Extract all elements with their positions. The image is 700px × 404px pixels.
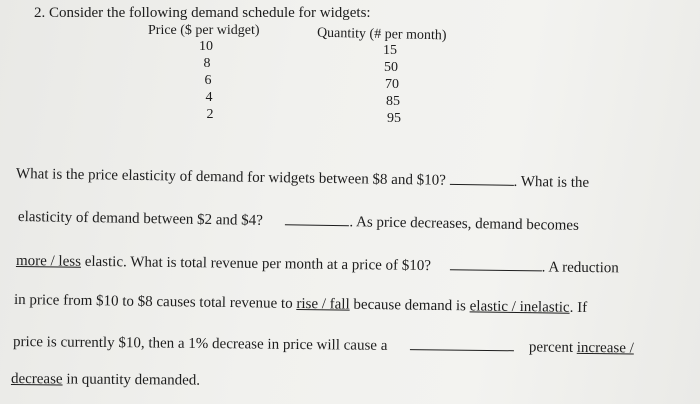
question-line-6 (11, 370, 200, 390)
choice-increase[interactable]: increase / (576, 339, 634, 357)
line-4-mid: because demand is (349, 296, 470, 315)
price-column-header: Price ($ per widget) (148, 23, 260, 38)
line-2-text: elasticity of demand between $2 and $4? (17, 209, 264, 229)
choice-elastic-inelastic[interactable]: elastic / inelastic (469, 298, 570, 316)
quantity-cell: 95 (387, 111, 401, 126)
question-line-1 (16, 165, 589, 192)
quantity-column-header: Quantity (# per month) (316, 25, 447, 44)
quantity-cell: 85 (386, 94, 400, 109)
line-6-text: in quantity demanded. (62, 371, 201, 389)
price-cell: 2 (206, 107, 214, 122)
quantity-cell: 70 (385, 77, 399, 92)
line-4-tail: . If (569, 299, 588, 317)
price-cell: 4 (205, 90, 213, 105)
choice-rise-fall[interactable]: rise / fall (296, 295, 350, 313)
question-line-3 (16, 252, 619, 277)
quantity-cell: 15 (383, 43, 397, 58)
answer-blank-percent[interactable] (410, 337, 514, 351)
line-2-tail: . As price decreases, demand becomes (349, 214, 579, 234)
question-heading: 2. Consider the following demand schedule for widgets: (34, 5, 371, 21)
line-3-tail: . A reduction (541, 259, 619, 277)
choice-more-less[interactable]: more / less (15, 253, 82, 270)
line-5-percent: percent (528, 339, 577, 356)
question-line-2 (18, 208, 579, 235)
answer-blank-total-revenue[interactable] (450, 257, 542, 271)
choice-decrease[interactable]: decrease (10, 371, 63, 388)
price-cell: 10 (199, 39, 213, 54)
price-cell: 8 (203, 56, 211, 71)
line-5-text: price is currently $10, then a 1% decrease in price will cause a (12, 334, 388, 354)
line-1-tail: . What is the (513, 173, 590, 192)
answer-blank-elasticity-8-10[interactable] (449, 172, 513, 186)
line-1-text: What is the price elasticity of demand for widgets between $8 and $10? (15, 166, 446, 189)
line-3-text: elastic. What is total revenue per month at a price of $10? (80, 253, 432, 275)
question-line-4 (14, 291, 587, 317)
price-cell: 6 (204, 73, 212, 88)
question-line-5 (13, 333, 634, 358)
answer-blank-elasticity-2-4[interactable] (285, 212, 349, 226)
quantity-cell: 50 (384, 60, 398, 75)
line-4-text: in price from $10 to $8 causes total revenue to (13, 292, 297, 312)
